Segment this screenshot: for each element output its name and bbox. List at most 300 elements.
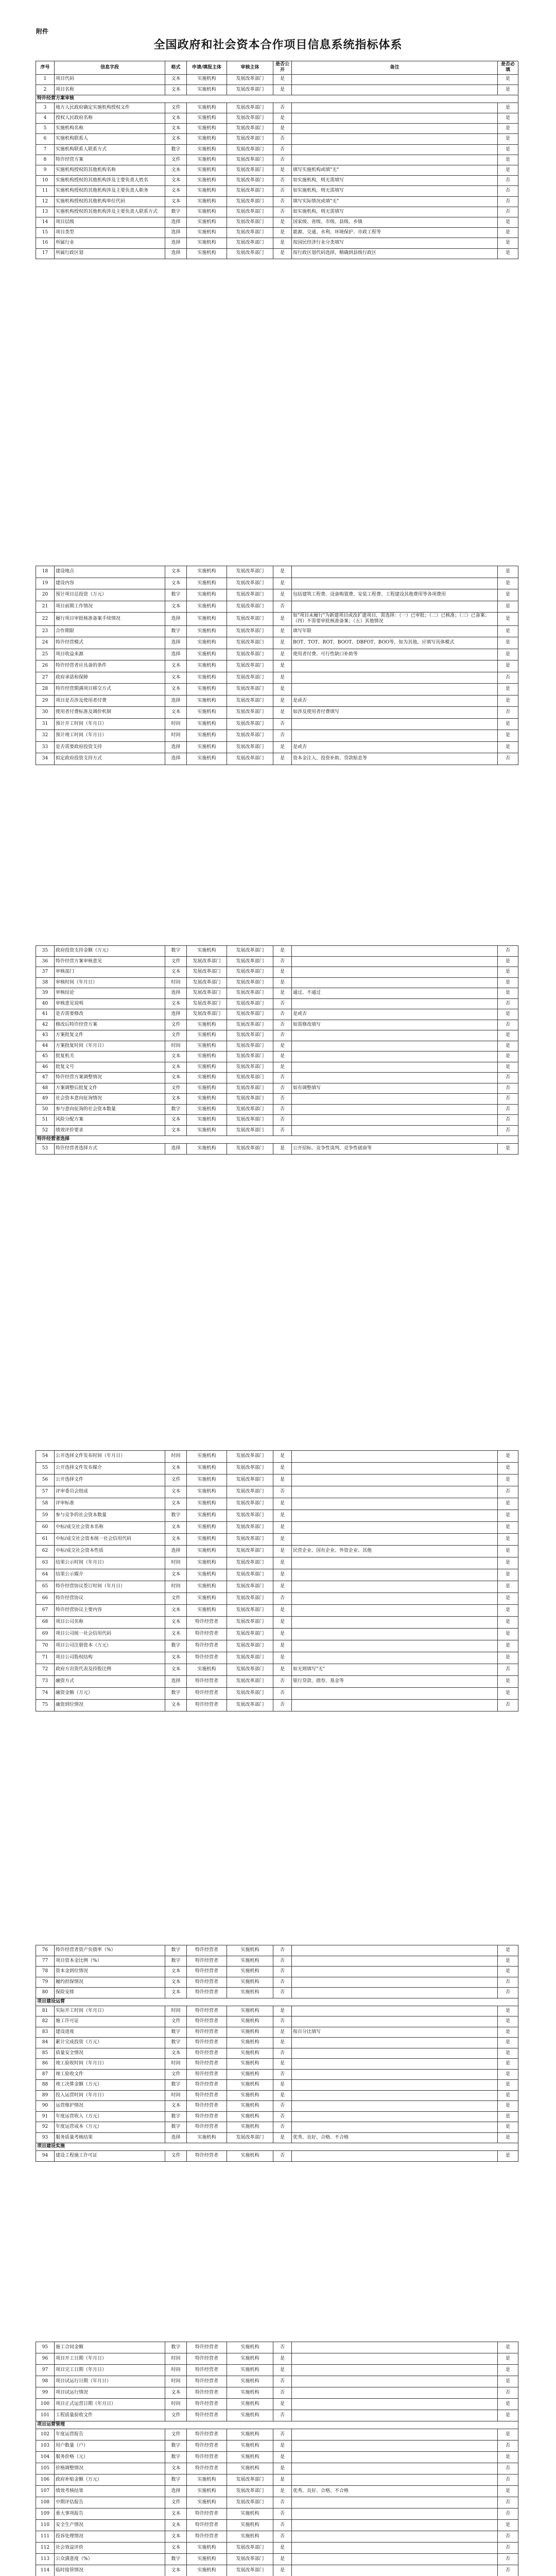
cell-filer: 实施机构 bbox=[187, 578, 227, 589]
cell-format: 文本 bbox=[165, 1115, 187, 1126]
cell-filer: 实施机构 bbox=[187, 1522, 227, 1534]
indicator-table-section bbox=[36, 945, 518, 1155]
cell-reviewer: 发展改革部门 bbox=[227, 2497, 273, 2509]
cell-reviewer: 实施机构 bbox=[227, 1967, 273, 1977]
cell-seq: 91 bbox=[36, 2111, 55, 2122]
cell-format: 文件 bbox=[165, 103, 187, 113]
cell-field: 绩效考核结果 bbox=[55, 2486, 165, 2497]
cell-required: 是 bbox=[498, 238, 518, 248]
cell-format: 选择 bbox=[165, 248, 187, 259]
cell-required: 是 bbox=[498, 2059, 518, 2070]
cell-public: 是 bbox=[273, 566, 292, 578]
cell-public: 否 bbox=[273, 134, 292, 144]
cell-remark bbox=[292, 1945, 498, 1956]
cell-required: 否 bbox=[498, 707, 518, 719]
cell-field: 预计项目总投资（万元） bbox=[55, 589, 165, 601]
cell-format: 文本 bbox=[165, 1617, 187, 1629]
cell-public: 否 bbox=[273, 1486, 292, 1498]
column-header-reviewer: 审核主体 bbox=[227, 61, 273, 75]
cell-format: 数字 bbox=[165, 2038, 187, 2048]
cell-reviewer: 发展改革部门 bbox=[227, 718, 273, 730]
cell-remark bbox=[292, 2101, 498, 2112]
table-row bbox=[36, 695, 518, 707]
table-row bbox=[36, 1451, 518, 1463]
indicator-table-section bbox=[36, 566, 518, 765]
cell-format: 文本 bbox=[165, 1094, 187, 1105]
cell-seq: 4 bbox=[36, 113, 55, 124]
cell-field: 项目公司统一社会信用代码 bbox=[55, 1629, 165, 1640]
cell-remark: 如有调整填写 bbox=[292, 1083, 498, 1094]
cell-public: 是 bbox=[273, 2006, 292, 2016]
cell-seq: 19 bbox=[36, 578, 55, 589]
cell-reviewer: 发展改革部门 bbox=[227, 1581, 273, 1593]
cell-reviewer: 发展改革部门 bbox=[227, 684, 273, 696]
cell-format: 文本 bbox=[165, 2387, 187, 2399]
cell-filer: 实施机构 bbox=[187, 248, 227, 259]
cell-field: 审核意见说明 bbox=[55, 998, 165, 1009]
cell-field: 特许经营期满项目移交方式 bbox=[55, 684, 165, 696]
cell-public: 是 bbox=[273, 946, 292, 957]
cell-seq: 96 bbox=[36, 2353, 55, 2365]
cell-remark bbox=[292, 134, 498, 144]
indicator-table-section bbox=[36, 1450, 518, 1711]
cell-public: 是 bbox=[273, 2486, 292, 2497]
cell-field: 参与竞争的社会资本数量 bbox=[55, 1510, 165, 1522]
cell-format: 文件 bbox=[165, 1475, 187, 1486]
cell-seq: 112 bbox=[36, 2543, 55, 2554]
cell-remark bbox=[292, 2069, 498, 2080]
table-row bbox=[36, 1617, 518, 1629]
cell-seq: 106 bbox=[36, 2475, 55, 2486]
cell-public: 否 bbox=[273, 2122, 292, 2133]
cell-public: 是 bbox=[273, 649, 292, 660]
cell-remark bbox=[292, 144, 498, 155]
cell-reviewer: 发展改革部门 bbox=[227, 589, 273, 601]
cell-field: 特许经营者资产负债率（%） bbox=[55, 1945, 165, 1956]
cell-seq: 60 bbox=[36, 1522, 55, 1534]
cell-public: 是 bbox=[273, 2452, 292, 2463]
table-row bbox=[36, 144, 518, 155]
cell-public: 是 bbox=[273, 2080, 292, 2091]
cell-filer: 特许经营者 bbox=[187, 1700, 227, 1711]
table-row bbox=[36, 1688, 518, 1700]
cell-public: 否 bbox=[273, 2101, 292, 2112]
cell-field: 服务质量考核结果 bbox=[55, 2132, 165, 2143]
cell-field: 参与意向征询的社会资本数量 bbox=[55, 1104, 165, 1115]
cell-seq: 39 bbox=[36, 988, 55, 999]
cell-format: 文本 bbox=[165, 186, 187, 196]
cell-field: 中标/成交社会资本名称 bbox=[55, 1522, 165, 1534]
cell-field: 实施机构授权的其他机构单位代码 bbox=[55, 196, 165, 207]
cell-reviewer: 发展改革部门 bbox=[227, 1498, 273, 1510]
cell-seq: 41 bbox=[36, 1009, 55, 1020]
cell-remark bbox=[292, 2016, 498, 2027]
cell-reviewer: 发展改革部门 bbox=[227, 566, 273, 578]
group-title: 项目建设运营 bbox=[36, 1998, 518, 2006]
table-row bbox=[36, 998, 518, 1009]
cell-required: 否 bbox=[498, 1094, 518, 1105]
cell-seq: 65 bbox=[36, 1581, 55, 1593]
cell-format: 文本 bbox=[165, 1629, 187, 1640]
cell-remark bbox=[292, 2429, 498, 2441]
cell-filer: 实施机构 bbox=[187, 124, 227, 134]
cell-remark bbox=[292, 566, 498, 578]
cell-required: 否 bbox=[498, 998, 518, 1009]
cell-public: 是 bbox=[273, 113, 292, 124]
cell-required: 是 bbox=[498, 2399, 518, 2410]
cell-remark: 公开招标、竞争性谈判、竞争性磋商等 bbox=[292, 1144, 498, 1155]
cell-required: 是 bbox=[498, 684, 518, 696]
cell-reviewer: 发展改革部门 bbox=[227, 124, 273, 134]
cell-filer: 特许经营者 bbox=[187, 2016, 227, 2027]
cell-filer: 特许经营者 bbox=[187, 2429, 227, 2441]
cell-field: 结果公示媒介 bbox=[55, 1569, 165, 1581]
cell-seq: 62 bbox=[36, 1546, 55, 1557]
cell-format: 选择 bbox=[165, 238, 187, 248]
cell-seq: 7 bbox=[36, 144, 55, 155]
column-header-filer: 申请/填报主体 bbox=[187, 61, 227, 75]
cell-filer: 实施机构 bbox=[187, 1125, 227, 1136]
table-row bbox=[36, 1020, 518, 1030]
cell-field: 特许经营方案审核意见 bbox=[55, 956, 165, 967]
table-row bbox=[36, 2399, 518, 2410]
table-row bbox=[36, 977, 518, 988]
table-row bbox=[36, 707, 518, 719]
table-row bbox=[36, 217, 518, 227]
cell-reviewer: 发展改革部门 bbox=[227, 601, 273, 613]
group-row bbox=[36, 95, 518, 103]
cell-format: 文本 bbox=[165, 1569, 187, 1581]
cell-format: 文本 bbox=[165, 967, 187, 978]
cell-format: 文本 bbox=[165, 660, 187, 672]
cell-seq: 17 bbox=[36, 248, 55, 259]
cell-seq: 28 bbox=[36, 684, 55, 696]
cell-filer: 实施机构 bbox=[187, 1581, 227, 1593]
cell-format: 文件 bbox=[165, 1083, 187, 1094]
cell-filer: 特许经营者 bbox=[187, 1977, 227, 1988]
cell-format: 文本 bbox=[165, 176, 187, 186]
cell-required: 是 bbox=[498, 2151, 518, 2162]
cell-required: 是 bbox=[498, 2410, 518, 2421]
cell-format: 时间 bbox=[165, 2353, 187, 2365]
cell-field: 绩效评价要求 bbox=[55, 1125, 165, 1136]
cell-seq: 16 bbox=[36, 238, 55, 248]
cell-required: 是 bbox=[498, 1581, 518, 1593]
cell-filer: 特许经营者 bbox=[187, 2090, 227, 2101]
table-row bbox=[36, 2565, 518, 2576]
cell-format: 数字 bbox=[165, 2027, 187, 2038]
cell-public: 是 bbox=[273, 741, 292, 753]
cell-seq: 32 bbox=[36, 730, 55, 742]
cell-remark bbox=[292, 660, 498, 672]
cell-remark: 填写年限 bbox=[292, 625, 498, 637]
cell-seq: 6 bbox=[36, 134, 55, 144]
cell-reviewer: 发展改革部门 bbox=[227, 1664, 273, 1676]
cell-seq: 61 bbox=[36, 1534, 55, 1546]
cell-remark: 如涉及使用者付费填写 bbox=[292, 707, 498, 719]
cell-public: 是 bbox=[273, 74, 292, 84]
cell-public: 是 bbox=[273, 2353, 292, 2365]
cell-field: 项目公司股权结构 bbox=[55, 1652, 165, 1664]
cell-reviewer: 实施机构 bbox=[227, 2520, 273, 2531]
cell-remark bbox=[292, 684, 498, 696]
cell-seq: 50 bbox=[36, 1104, 55, 1115]
cell-public: 是 bbox=[273, 1617, 292, 1629]
cell-format: 数字 bbox=[165, 1640, 187, 1652]
cell-seq: 85 bbox=[36, 2048, 55, 2059]
cell-remark: 按行政区划代码选择，精确到县级行政区 bbox=[292, 248, 498, 259]
cell-field: 风险分配方案 bbox=[55, 1115, 165, 1126]
table-row bbox=[36, 1009, 518, 1020]
table-row bbox=[36, 1510, 518, 1522]
cell-filer: 实施机构 bbox=[187, 1451, 227, 1463]
cell-field: 项目试运行情况 bbox=[55, 2387, 165, 2399]
cell-remark bbox=[292, 2410, 498, 2421]
cell-format: 选择 bbox=[165, 695, 187, 707]
cell-field: 特许经营模式 bbox=[55, 637, 165, 649]
cell-public: 否 bbox=[273, 1094, 292, 1105]
cell-seq: 24 bbox=[36, 637, 55, 649]
cell-required: 是 bbox=[498, 2027, 518, 2038]
cell-field: 特许经营方案 bbox=[55, 155, 165, 165]
cell-public: 否 bbox=[273, 176, 292, 186]
cell-public: 否 bbox=[273, 2531, 292, 2543]
cell-reviewer: 发展改革部门 bbox=[227, 967, 273, 978]
cell-public: 是 bbox=[273, 217, 292, 227]
cell-field: 方案批复时间（年月日） bbox=[55, 1041, 165, 1052]
cell-field: 项目公司名称 bbox=[55, 1617, 165, 1629]
table-row bbox=[36, 672, 518, 684]
cell-field: 特许经营协议主要内容 bbox=[55, 1605, 165, 1617]
cell-filer: 特许经营者 bbox=[187, 1617, 227, 1629]
cell-reviewer: 发展改革部门 bbox=[227, 1522, 273, 1534]
cell-public: 是 bbox=[273, 1664, 292, 1676]
cell-remark bbox=[292, 1581, 498, 1593]
cell-format: 文本 bbox=[165, 1498, 187, 1510]
cell-seq: 63 bbox=[36, 1557, 55, 1569]
cell-format: 数字 bbox=[165, 2111, 187, 2122]
cell-format: 文件 bbox=[165, 1030, 187, 1041]
cell-format: 文本 bbox=[165, 1534, 187, 1546]
cell-public: 否 bbox=[273, 2376, 292, 2387]
cell-filer: 实施机构 bbox=[187, 2543, 227, 2554]
table-row bbox=[36, 2006, 518, 2016]
cell-required: 否 bbox=[498, 1083, 518, 1094]
cell-field: 特许经营协议签订时间（年月日） bbox=[55, 1581, 165, 1593]
cell-required: 是 bbox=[498, 2038, 518, 2048]
cell-public: 否 bbox=[273, 1020, 292, 1030]
cell-filer: 实施机构 bbox=[187, 1569, 227, 1581]
cell-field: 实施机构授权的其他机构名称 bbox=[55, 165, 165, 176]
cell-public: 是 bbox=[273, 2463, 292, 2475]
cell-format: 文本 bbox=[165, 1700, 187, 1711]
cell-filer: 实施机构 bbox=[187, 84, 227, 95]
cell-format: 选择 bbox=[165, 1144, 187, 1155]
cell-filer: 实施机构 bbox=[187, 741, 227, 753]
cell-public: 否 bbox=[273, 2111, 292, 2122]
cell-reviewer: 实施机构 bbox=[227, 2509, 273, 2520]
cell-remark: 如需修改填写 bbox=[292, 1020, 498, 1030]
cell-reviewer: 发展改革部门 bbox=[227, 1451, 273, 1463]
cell-remark: 使用者付费、可行性缺口补助等 bbox=[292, 649, 498, 660]
cell-required: 否 bbox=[498, 2475, 518, 2486]
cell-filer: 实施机构 bbox=[187, 1115, 227, 1126]
cell-filer: 特许经营者 bbox=[187, 2059, 227, 2070]
cell-seq: 78 bbox=[36, 1967, 55, 1977]
cell-filer: 特许经营者 bbox=[187, 1676, 227, 1688]
cell-field: 融资方式 bbox=[55, 1676, 165, 1688]
cell-public: 是 bbox=[273, 613, 292, 626]
cell-required: 是 bbox=[498, 566, 518, 578]
cell-reviewer: 实施机构 bbox=[227, 2151, 273, 2162]
cell-format: 文本 bbox=[165, 707, 187, 719]
cell-remark bbox=[292, 2006, 498, 2016]
cell-format: 选择 bbox=[165, 2132, 187, 2143]
cell-seq: 109 bbox=[36, 2509, 55, 2520]
cell-required: 是 bbox=[498, 1463, 518, 1475]
cell-required: 是 bbox=[498, 988, 518, 999]
cell-format: 时间 bbox=[165, 1581, 187, 1593]
cell-seq: 66 bbox=[36, 1593, 55, 1605]
cell-public: 是 bbox=[273, 707, 292, 719]
cell-field: 预计竣工时间（年月日） bbox=[55, 730, 165, 742]
cell-filer: 实施机构 bbox=[187, 155, 227, 165]
cell-filer: 特许经营者 bbox=[187, 2531, 227, 2543]
cell-remark bbox=[292, 2531, 498, 2543]
table-row bbox=[36, 84, 518, 95]
cell-field: 建设进度 bbox=[55, 2027, 165, 2038]
cell-reviewer: 发展改革部门 bbox=[227, 2543, 273, 2554]
cell-filer: 实施机构 bbox=[187, 672, 227, 684]
cell-seq: 114 bbox=[36, 2565, 55, 2576]
cell-field: 方案调整后批复文件 bbox=[55, 1083, 165, 1094]
cell-required: 是 bbox=[498, 1652, 518, 1664]
cell-remark bbox=[292, 2509, 498, 2520]
cell-field: 中标/成交社会资本性质 bbox=[55, 1546, 165, 1557]
cell-required: 是 bbox=[498, 1557, 518, 1569]
table-row bbox=[36, 578, 518, 589]
cell-reviewer: 实施机构 bbox=[227, 2342, 273, 2353]
cell-public: 否 bbox=[273, 730, 292, 742]
cell-public: 是 bbox=[273, 84, 292, 95]
cell-filer: 特许经营者 bbox=[187, 1967, 227, 1977]
cell-filer: 特许经营者 bbox=[187, 2365, 227, 2376]
cell-public: 否 bbox=[273, 1676, 292, 1688]
cell-required: 是 bbox=[498, 74, 518, 84]
cell-reviewer: 实施机构 bbox=[227, 2353, 273, 2365]
cell-public: 是 bbox=[273, 1451, 292, 1463]
cell-filer: 实施机构 bbox=[187, 1083, 227, 1094]
cell-field: 施工许可证 bbox=[55, 2016, 165, 2027]
table-row bbox=[36, 660, 518, 672]
cell-filer: 特许经营者 bbox=[187, 1956, 227, 1967]
cell-reviewer: 实施机构 bbox=[227, 2429, 273, 2441]
cell-required: 是 bbox=[498, 1510, 518, 1522]
cell-filer: 特许经营者 bbox=[187, 2463, 227, 2475]
cell-seq: 31 bbox=[36, 718, 55, 730]
cell-required: 是 bbox=[498, 625, 518, 637]
cell-remark bbox=[292, 2353, 498, 2365]
cell-reviewer: 发展改革部门 bbox=[227, 1593, 273, 1605]
table-row bbox=[36, 1569, 518, 1581]
cell-remark bbox=[292, 1988, 498, 1998]
cell-format: 数字 bbox=[165, 1945, 187, 1956]
cell-filer: 实施机构 bbox=[187, 566, 227, 578]
cell-filer: 发展改革部门 bbox=[187, 967, 227, 978]
cell-required: 是 bbox=[498, 589, 518, 601]
cell-format: 选择 bbox=[165, 988, 187, 999]
cell-seq: 86 bbox=[36, 2059, 55, 2070]
cell-public: 否 bbox=[273, 1593, 292, 1605]
cell-remark: 按国民经济行业分类填写 bbox=[292, 238, 498, 248]
group-row bbox=[36, 2421, 518, 2429]
cell-remark bbox=[292, 155, 498, 165]
cell-filer: 特许经营者 bbox=[187, 2441, 227, 2452]
cell-required: 是 bbox=[498, 1629, 518, 1640]
cell-reviewer: 发展改革部门 bbox=[227, 998, 273, 1009]
cell-format: 数字 bbox=[165, 1104, 187, 1115]
cell-filer: 实施机构 bbox=[187, 1073, 227, 1083]
table-row bbox=[36, 228, 518, 238]
cell-required: 是 bbox=[498, 1640, 518, 1652]
cell-reviewer: 实施机构 bbox=[227, 2006, 273, 2016]
cell-filer: 发展改革部门 bbox=[187, 977, 227, 988]
cell-seq: 56 bbox=[36, 1475, 55, 1486]
cell-public: 是 bbox=[273, 684, 292, 696]
cell-seq: 77 bbox=[36, 1956, 55, 1967]
cell-format: 时间 bbox=[165, 730, 187, 742]
cell-public: 否 bbox=[273, 1030, 292, 1041]
cell-filer: 实施机构 bbox=[187, 2475, 227, 2486]
cell-field: 项目代码 bbox=[55, 74, 165, 84]
cell-format: 文本 bbox=[165, 578, 187, 589]
cell-reviewer: 发展改革部门 bbox=[227, 660, 273, 672]
cell-format: 文本 bbox=[165, 165, 187, 176]
cell-reviewer: 发展改革部门 bbox=[227, 2565, 273, 2576]
cell-filer: 实施机构 bbox=[187, 707, 227, 719]
cell-field: 批复文号 bbox=[55, 1062, 165, 1073]
cell-remark bbox=[292, 1522, 498, 1534]
cell-seq: 25 bbox=[36, 649, 55, 660]
cell-public: 是 bbox=[273, 967, 292, 978]
cell-seq: 92 bbox=[36, 2122, 55, 2133]
table-row bbox=[36, 625, 518, 637]
cell-public: 是 bbox=[273, 1041, 292, 1052]
table-row bbox=[36, 988, 518, 999]
cell-filer: 实施机构 bbox=[187, 601, 227, 613]
cell-filer: 实施机构 bbox=[187, 2132, 227, 2143]
cell-required: 是 bbox=[498, 1062, 518, 1073]
cell-format: 数字 bbox=[165, 1956, 187, 1967]
cell-required: 是 bbox=[498, 2342, 518, 2353]
cell-reviewer: 发展改革部门 bbox=[227, 1475, 273, 1486]
cell-required: 是 bbox=[498, 2122, 518, 2133]
cell-seq: 46 bbox=[36, 1062, 55, 1073]
table-row bbox=[36, 1144, 518, 1155]
cell-remark bbox=[292, 672, 498, 684]
cell-format: 时间 bbox=[165, 2006, 187, 2016]
cell-format: 时间 bbox=[165, 2399, 187, 2410]
table-row bbox=[36, 207, 518, 217]
cell-seq: 15 bbox=[36, 228, 55, 238]
cell-format: 数字 bbox=[165, 2554, 187, 2565]
cell-reviewer: 发展改革部门 bbox=[227, 1557, 273, 1569]
table-row bbox=[36, 2059, 518, 2070]
cell-format: 文本 bbox=[165, 1605, 187, 1617]
cell-reviewer: 发展改革部门 bbox=[227, 176, 273, 186]
cell-filer: 实施机构 bbox=[187, 207, 227, 217]
table-row bbox=[36, 946, 518, 957]
